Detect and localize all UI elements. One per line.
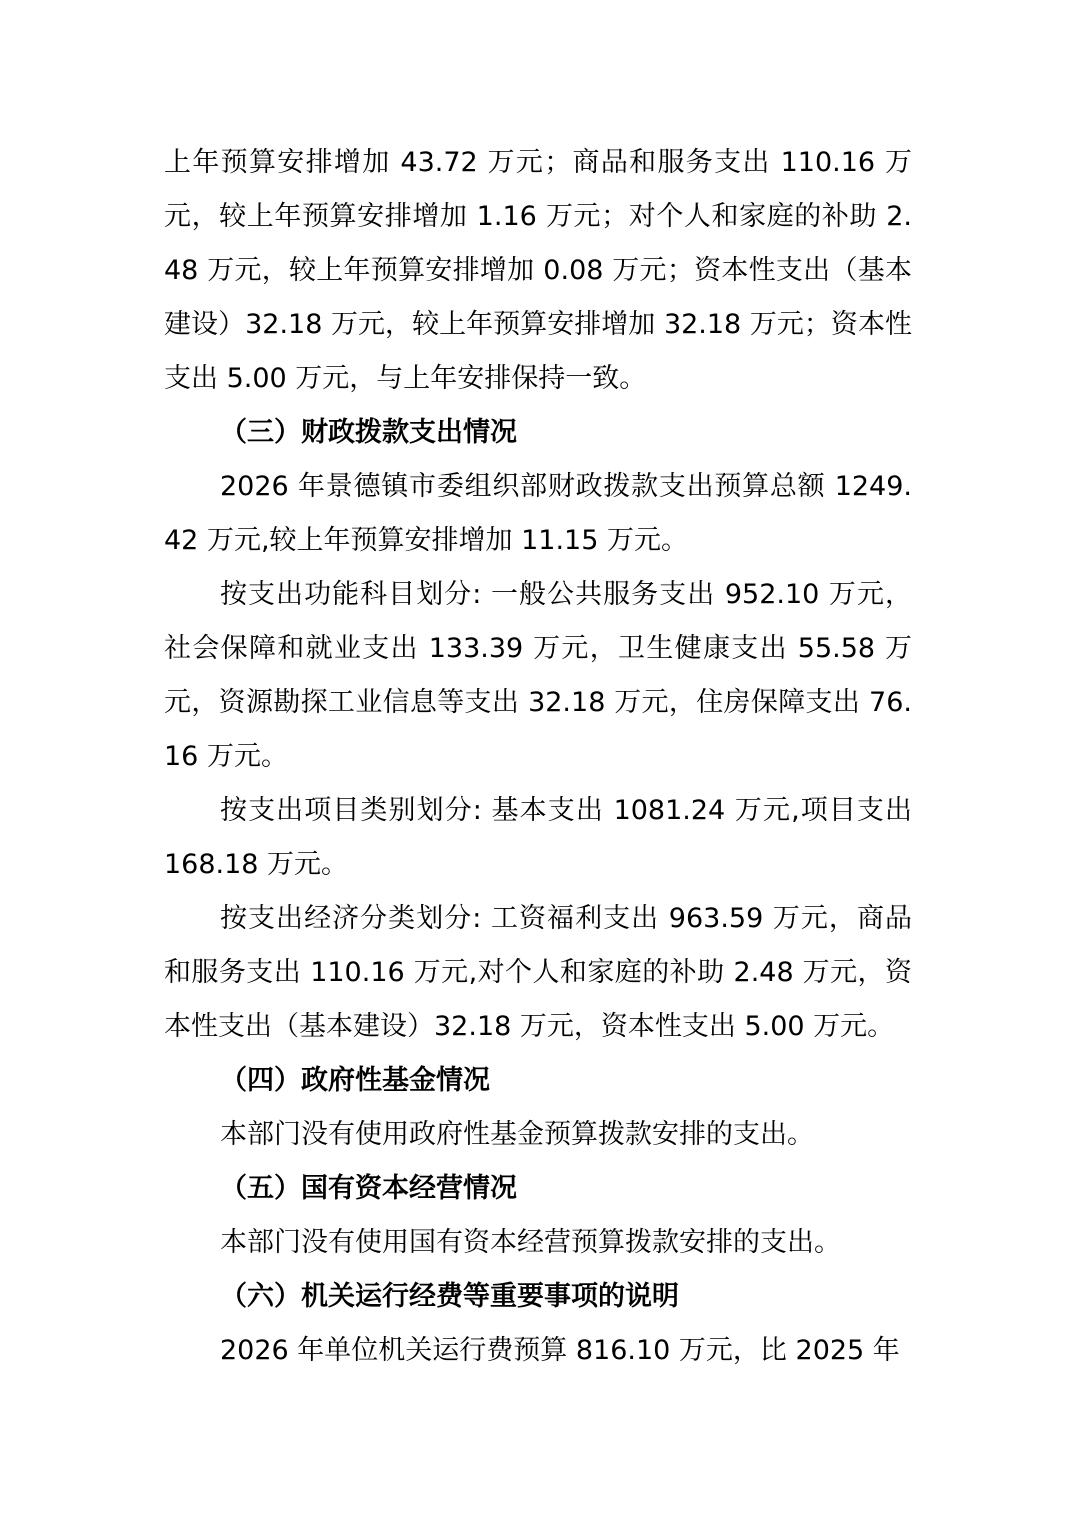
section-heading-fiscal-expenditure: （三）财政拨款支出情况 xyxy=(220,417,517,448)
document-body xyxy=(164,136,912,1378)
paragraph-project-category-breakdown: 按支出项目类别划分: 基本支出 1081.24 万元,项目支出 168.18 万元。 xyxy=(164,795,912,880)
section-heading-state-capital: （五）国有资本经营情况 xyxy=(220,1173,517,1204)
paragraph-fiscal-total: 2026 年景德镇市委组织部财政拨款支出预算总额 1249.42 万元,较上年预算安排增加 11.15 万元。 xyxy=(164,471,912,556)
paragraph-operating-expenses: 2026 年单位机关运行费预算 816.10 万元，比 2025 年 xyxy=(220,1335,900,1366)
paragraph-state-capital: 本部门没有使用国有资本经营预算拨款安排的支出。 xyxy=(220,1227,841,1258)
section-heading-operating-expenses: （六）机关运行经费等重要事项的说明 xyxy=(220,1281,679,1312)
section-heading-government-fund: （四）政府性基金情况 xyxy=(220,1065,490,1096)
paragraph-economic-breakdown-continued: 上年预算安排增加 43.72 万元；商品和服务支出 110.16 万元，较上年预算安排增加 1.16 万元；对个人和家庭的补助 2.48 万元，较上年预算安排增加 0.08 万元；资本性支出（基本建设）32.18 万元，较上年预算安排增加 32.18 万元；资本性支出 5.00 万元，与上年安排保持一致。 xyxy=(164,147,912,394)
paragraph-government-fund: 本部门没有使用政府性基金预算拨款安排的支出。 xyxy=(220,1119,814,1150)
paragraph-functional-breakdown: 按支出功能科目划分: 一般公共服务支出 952.10 万元，社会保障和就业支出 133.39 万元，卫生健康支出 55.58 万元，资源勘探工业信息等支出 32.18 万元，住房保障支出 76.16 万元。 xyxy=(164,579,912,772)
paragraph-economic-breakdown: 按支出经济分类划分: 工资福利支出 963.59 万元，商品和服务支出 110.16 万元,对个人和家庭的补助 2.48 万元，资本性支出（基本建设）32.18 万元，资本性支出 5.00 万元。 xyxy=(164,903,912,1042)
